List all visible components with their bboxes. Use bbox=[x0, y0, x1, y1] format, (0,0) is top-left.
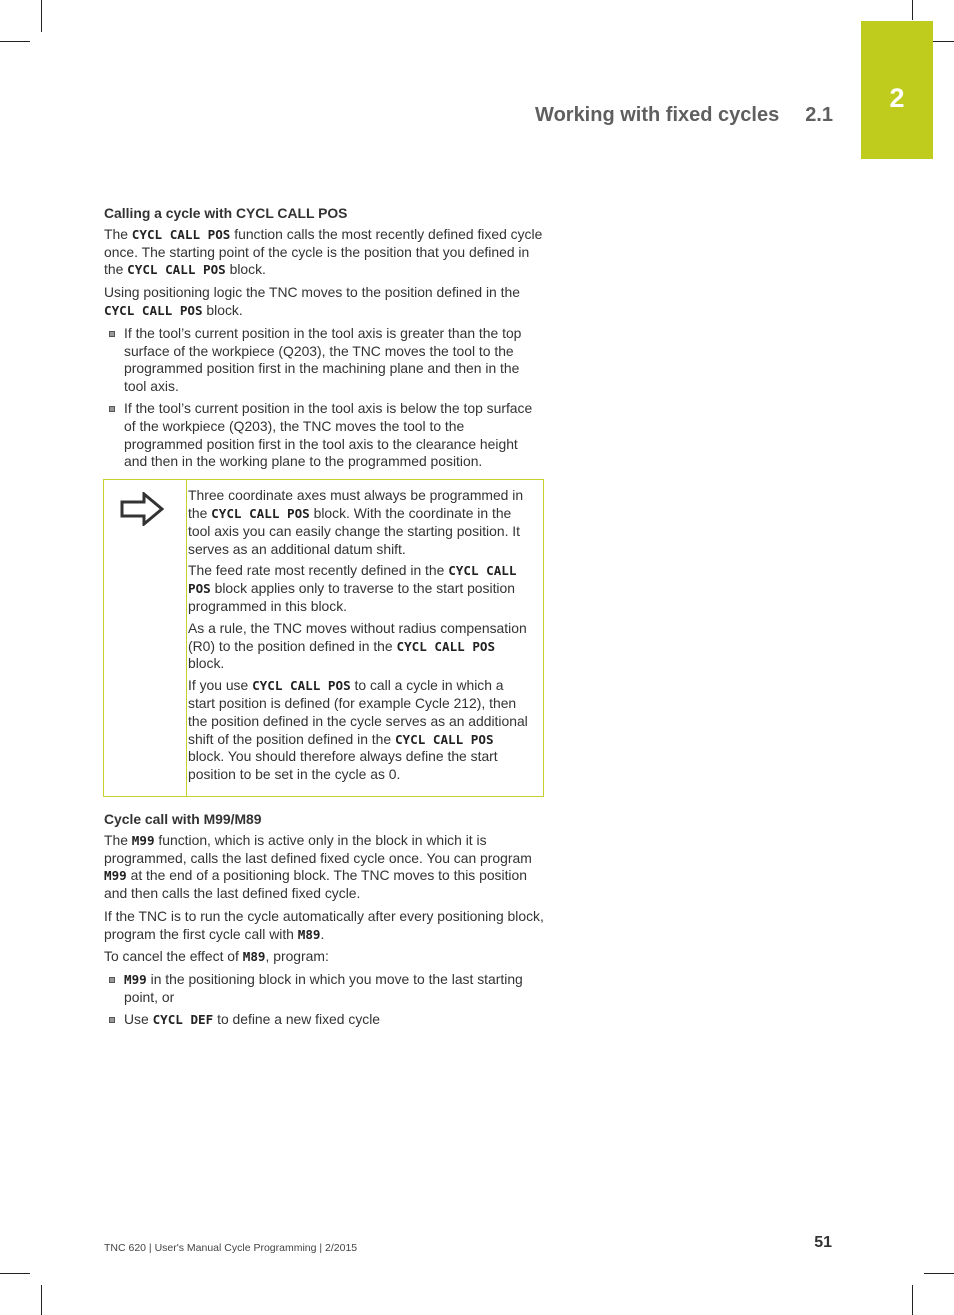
paragraph: If the TNC is to run the cycle automatically after every positioning block, program the first cycle call with M89. bbox=[104, 907, 544, 942]
code-term: CYCL CALL POS bbox=[396, 638, 496, 654]
crop-mark bbox=[0, 1273, 30, 1274]
code-term: M99 bbox=[124, 972, 147, 988]
list-item: M99 in the positioning block in which you move to the last starting point, or bbox=[104, 971, 544, 1007]
list-item: Use CYCL DEF to define a new fixed cycle bbox=[104, 1011, 544, 1029]
paragraph: The CYCL CALL POS function calls the most recently defined fixed cycle once. The starting point of the cycle is the position that you defined in the CYCL CALL POS block. bbox=[104, 225, 543, 278]
page-number: 51 bbox=[814, 1234, 832, 1251]
crop-mark bbox=[912, 1285, 913, 1315]
code-term: CYCL CALL POS bbox=[211, 505, 310, 521]
running-header bbox=[500, 104, 833, 127]
crop-mark bbox=[41, 1285, 42, 1315]
code-term: CYCL CALL POS bbox=[131, 226, 231, 242]
note-paragraph: The feed rate most recently defined in the CYCL CALL POS block applies only to traverse to the start position programmed in this block. bbox=[188, 562, 517, 614]
crop-mark bbox=[912, 0, 913, 20]
heading-cycle-call-m99: Cycle call with M99/M89 bbox=[104, 810, 262, 827]
note-paragraph: If you use CYCL CALL POS to call a cycle in which a start position is defined (for example Cycle 212), then the position defined in the cycle serves as an additional shift of the position defined in the CYCL CALL POS block. You should therefore always define the start position to be set in the cycle as 0. bbox=[188, 677, 528, 783]
code-term: CYCL DEF bbox=[152, 1011, 214, 1027]
note-paragraph: Three coordinate axes must always be programmed in the CYCL CALL POS block. With the coordinate in the tool axis you can easily change the starting position. It serves as an additional datum shift. bbox=[188, 487, 524, 557]
section-title: Working with fixed cycles bbox=[535, 104, 780, 126]
code-term: CYCL CALL POS bbox=[188, 563, 517, 597]
arrow-right-icon bbox=[120, 492, 164, 526]
note-paragraph: As a rule, the TNC moves without radius compensation (R0) to the position defined in the CYCL CALL POS block. bbox=[188, 619, 527, 672]
code-term: M89 bbox=[242, 949, 266, 965]
code-term: M89 bbox=[297, 926, 321, 942]
note-box bbox=[103, 479, 544, 797]
code-term: M99 bbox=[104, 868, 127, 884]
code-term: CYCL CALL POS bbox=[104, 302, 203, 318]
bullet-square-icon bbox=[109, 977, 115, 983]
footer-text: TNC 620 | User's Manual Cycle Programming | 2/2015 bbox=[104, 1242, 358, 1254]
paragraph: To cancel the effect of M89, program: bbox=[104, 948, 329, 965]
crop-mark bbox=[924, 1273, 954, 1274]
code-term: CYCL CALL POS bbox=[252, 678, 351, 694]
crop-mark bbox=[0, 41, 30, 42]
list-item: If the tool’s current position in the tool axis is below the top surface of the workpiece (Q203), the TNC moves the tool to the programmed position first in the tool axis to the clearance height and then in the working plane to the programmed position. bbox=[104, 400, 544, 471]
heading-cycl-call-pos: Calling a cycle with CYCL CALL POS bbox=[104, 205, 348, 221]
chapter-tab bbox=[861, 21, 933, 159]
bullet-list bbox=[104, 325, 544, 471]
bullet-square-icon bbox=[109, 331, 115, 337]
crop-mark bbox=[41, 0, 42, 32]
bullet-square-icon bbox=[109, 1017, 115, 1023]
code-term: M99 bbox=[131, 832, 155, 848]
section-number: 2.1 bbox=[805, 104, 833, 126]
chapter-number: 2 bbox=[889, 83, 905, 113]
code-term: CYCL CALL POS bbox=[127, 262, 226, 278]
paragraph: Using positioning logic the TNC moves to the position defined in the CYCL CALL POS block. bbox=[104, 284, 520, 318]
main-content bbox=[104, 205, 544, 1034]
bullet-square-icon bbox=[109, 406, 115, 412]
bullet-list bbox=[104, 971, 544, 1028]
code-term: CYCL CALL POS bbox=[394, 731, 494, 747]
list-item: If the tool’s current position in the tool axis is greater than the top surface of the workpiece (Q203), the TNC moves the tool to the programmed position first in the machining plane and then in the tool axis. bbox=[104, 325, 544, 396]
paragraph: The M99 function, which is active only in the block in which it is programmed, calls the last defined fixed cycle once. You can program M99 at the end of a positioning block. The TNC moves to this position and then calls the last defined fixed cycle. bbox=[104, 831, 532, 902]
